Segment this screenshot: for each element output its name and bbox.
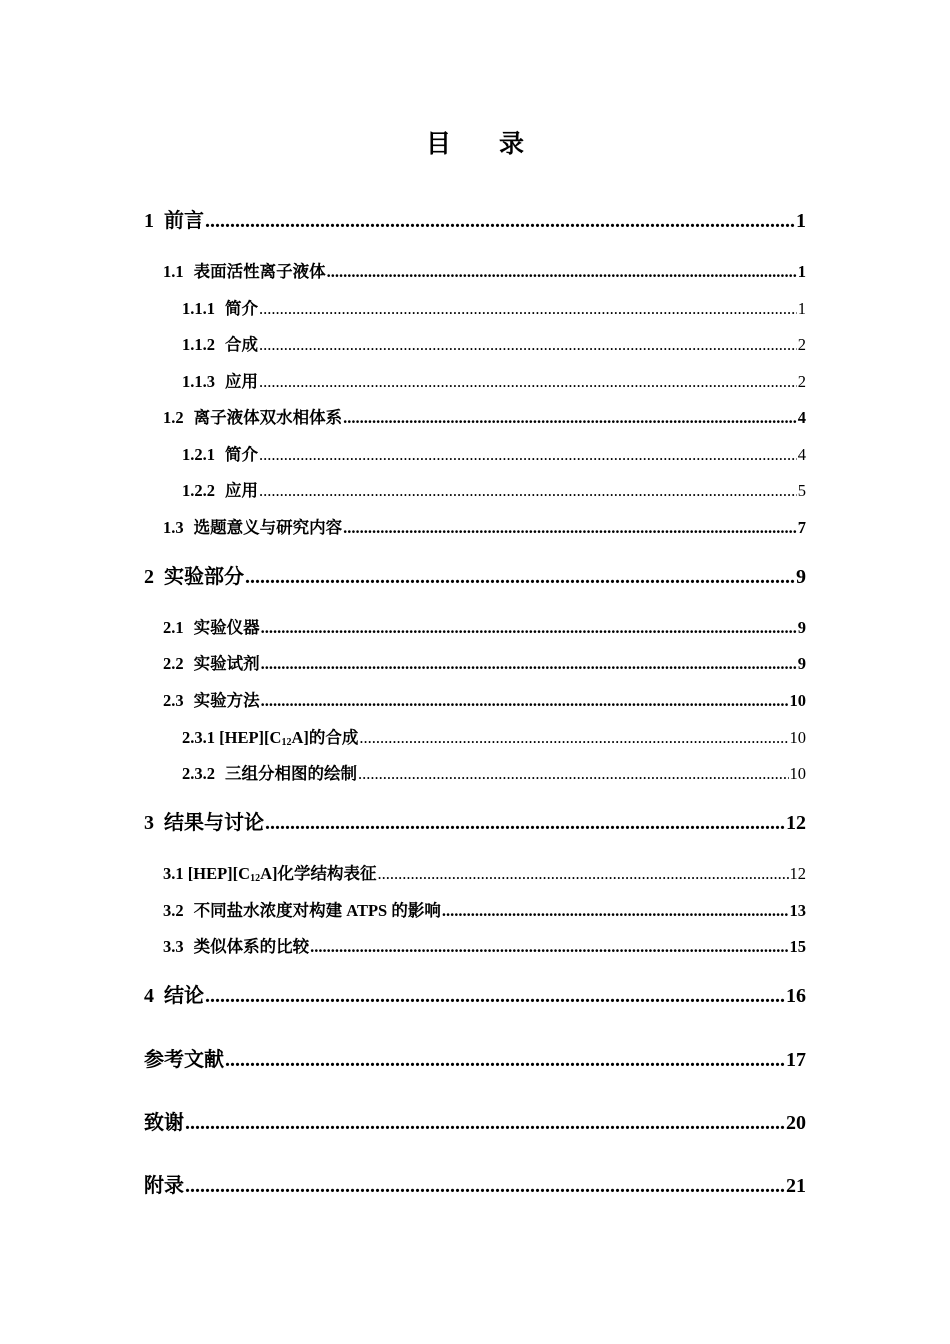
toc-page-number: 17 [786,1049,806,1071]
toc-entry-2-3[interactable] [163,687,806,711]
dot-leader [259,372,797,392]
dot-leader [310,937,788,957]
dot-leader [185,1112,785,1135]
dot-leader [261,654,797,674]
toc-page-number: 2 [797,335,806,354]
dot-leader [265,812,785,835]
toc-title: 简介 [225,299,258,318]
toc-entry-3-1[interactable] [163,860,806,884]
toc-page-number: 1 [797,262,806,281]
toc-entry-2[interactable] [144,560,806,589]
toc-number: 3.2 [163,901,184,920]
toc-title-text: 的合成 [308,728,359,747]
title-char-2: 录 [499,129,525,158]
toc-number: 1 [144,210,154,232]
toc-entry-1-2-1[interactable] [182,441,806,465]
toc-entry-2-3-2[interactable] [182,760,806,784]
dot-leader [245,566,795,589]
toc-page-number: 12 [786,812,806,834]
toc-page-number: 9 [797,618,806,637]
toc-number: 4 [144,985,154,1007]
toc-page-number: 12 [789,864,806,883]
toc-number: 2.2 [163,654,184,673]
toc-page-number: 9 [796,566,806,588]
toc-page-number: 1 [796,210,806,232]
toc-title: 离子液体双水相体系 [193,408,343,427]
toc-title: 实验试剂 [193,654,260,673]
toc-number: 2.3.1 [HEP][C [182,728,282,747]
toc-entry-2-3-1[interactable] [182,724,806,748]
toc-title: 结论 [164,983,204,1007]
toc-title [163,860,377,884]
dot-leader [185,1175,785,1198]
toc-entry-1-1-1[interactable] [182,295,806,319]
dot-leader [343,408,797,428]
toc-title: 简介 [225,445,258,464]
dot-leader [205,985,785,1008]
toc-entry-1-2[interactable] [163,404,806,428]
toc-number: 2.3.2 [182,764,215,783]
subscript: 12 [281,737,292,748]
toc-number: 3 [144,812,154,834]
toc-entry-appendix[interactable] [144,1169,806,1198]
toc-page-number: 2 [797,372,806,391]
dot-leader [358,764,789,784]
toc-entry-3-2[interactable] [163,897,806,921]
dot-leader [378,864,789,884]
toc-page-number: 13 [789,901,806,920]
toc-number: 2 [144,566,154,588]
dot-leader [261,691,789,711]
toc-entry-4[interactable] [144,979,806,1008]
toc-number: 1.3 [163,518,184,537]
toc-page-number: 1 [797,299,806,318]
toc-page-number: 5 [797,481,806,500]
toc-entry-acknowledgements[interactable] [144,1106,806,1135]
toc-title: 三组分相图的绘制 [225,764,357,783]
toc-entry-2-2[interactable] [163,650,806,674]
toc-number: 2.1 [163,618,184,637]
toc-entry-1-3[interactable] [163,514,806,538]
toc-title: 实验仪器 [193,618,260,637]
toc-title: 选题意义与研究内容 [193,518,343,537]
dot-leader [442,901,789,921]
toc-number: 3.1 [HEP][C [163,864,251,883]
dot-leader [259,445,797,465]
toc-title-part: 不同盐水浓度对构建 [193,901,343,920]
toc-page-number: 16 [786,985,806,1007]
toc-number: 1.2 [163,408,184,427]
toc-title: 参考文献 [144,1047,224,1071]
dot-leader [261,618,797,638]
toc-number: 1.1.3 [182,372,215,391]
toc-number: 1.1.1 [182,299,215,318]
toc-number: 3.3 [163,937,184,956]
dot-leader [205,210,795,233]
toc-page-number: 10 [789,691,806,710]
toc-title: 应用 [225,481,258,500]
toc-entry-3-3[interactable] [163,933,806,957]
toc-entry-1-2-2[interactable] [182,477,806,501]
title-char-1: 目 [425,129,451,158]
toc-page-number: 4 [797,445,806,464]
dot-leader [359,728,788,748]
toc-number: 1.2.2 [182,481,215,500]
toc-title: 致谢 [144,1110,184,1134]
toc-number: 1.2.1 [182,445,215,464]
toc-page-number: 21 [786,1175,806,1197]
toc-formula-suffix: A] [260,864,278,883]
toc-number: 1.1 [163,262,184,281]
toc-number: 1.1.2 [182,335,215,354]
toc-formula-suffix: A] [291,728,309,747]
toc-page-number: 10 [789,728,806,747]
toc-entry-1[interactable] [144,204,806,233]
toc-title: 实验部分 [164,564,244,588]
dot-leader [259,335,797,355]
toc-page-number: 9 [797,654,806,673]
toc-entry-2-1[interactable] [163,614,806,638]
toc-page-number: 20 [786,1112,806,1134]
subscript: 12 [250,873,261,884]
toc-page-number: 7 [797,518,806,537]
toc-entry-1-1-2[interactable] [182,331,806,355]
toc-title: 实验方法 [193,691,260,710]
toc-title: 附录 [144,1173,184,1197]
toc-page-number: 15 [789,937,806,956]
toc-entry-references[interactable] [144,1043,806,1072]
page-title [0,124,950,160]
toc-title: 结果与讨论 [164,810,264,834]
toc-title-part: 的影响 [391,901,441,920]
dot-leader [259,481,797,501]
toc-title: 类似体系的比较 [193,937,310,956]
toc-title: 表面活性离子液体 [193,262,326,281]
toc-title [194,897,441,921]
toc-title: 合成 [225,335,258,354]
toc-number: 2.3 [163,691,184,710]
toc-entry-1-1[interactable] [163,258,806,282]
toc-page-number: 4 [797,408,806,427]
dot-leader [343,518,797,538]
dot-leader [327,262,797,282]
toc-title [182,724,358,748]
toc-title: 前言 [164,208,204,232]
toc-entry-3[interactable] [144,806,806,835]
toc-title: 应用 [225,372,258,391]
dot-leader [259,299,797,319]
toc-page-number: 10 [789,764,806,783]
toc-entry-1-1-3[interactable] [182,368,806,392]
toc-title-text: 化学结构表征 [277,864,377,883]
dot-leader [225,1049,785,1072]
toc-title-part: ATPS [346,901,388,920]
